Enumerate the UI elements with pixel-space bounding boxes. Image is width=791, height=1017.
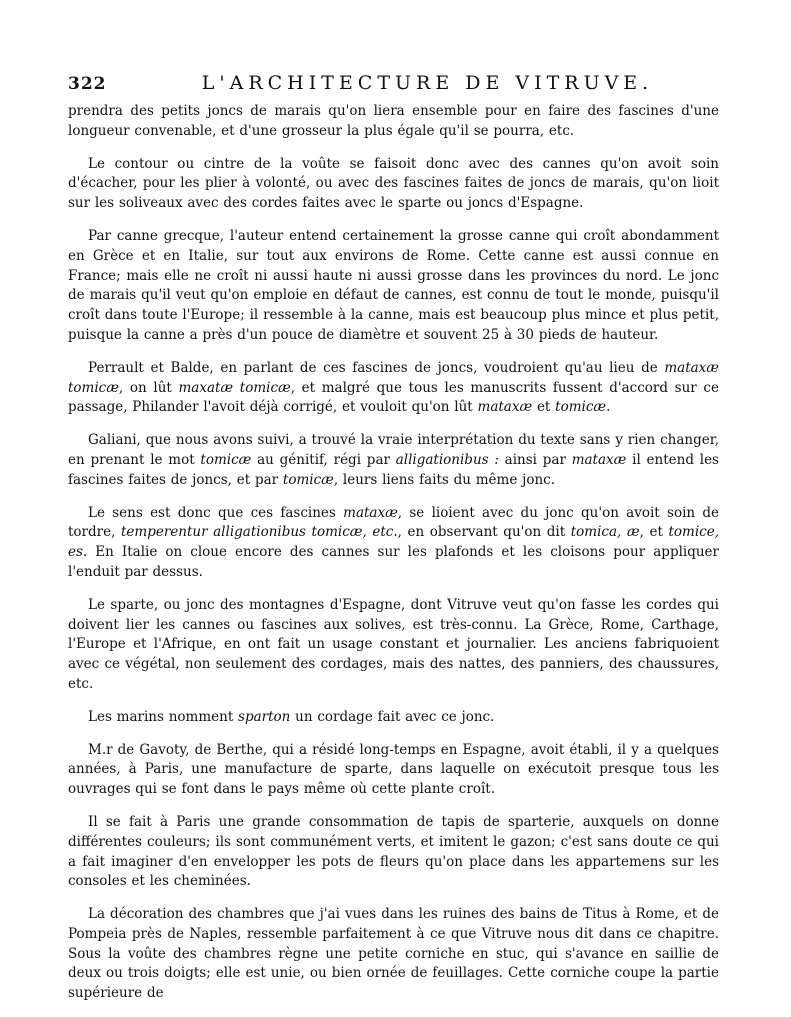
text-run: Le contour ou cintre de la voûte se faisoit donc avec des cannes qu'on avoit soin d'écacher, pour les plier à volonté, ou avec des fascines faites de joncs de marais, qu'on lioit sur les soliveaux avec des cordes faites avec le sparte ou joncs d'Espagne. bbox=[68, 155, 719, 212]
italic-term: mataxæ bbox=[571, 451, 627, 468]
text-run: , on lût bbox=[118, 379, 179, 396]
italic-term: sparton bbox=[238, 708, 291, 725]
italic-term: tomicæ bbox=[200, 451, 252, 468]
italic-term: alligationibus : bbox=[395, 451, 499, 468]
running-title: L'ARCHITECTURE DE VITRUVE. bbox=[201, 72, 654, 94]
italic-term: mataxæ bbox=[477, 399, 533, 416]
text-run: Le sparte, ou jonc des montagnes d'Espagne, dont Vitruve veut qu'on fasse les cordes qui doivent lier les cannes ou fascines aux solives, est très-connu. La Grèce, Rome, Carthage, l'Europe et l'Afrique, en ont fait un usage constant et journalier. Les anciens fabriquoient avec ce végétal, non seulement des cordages, mais des nattes, des panniers, des chaussures, etc. bbox=[68, 596, 719, 692]
italic-term: maxatæ tomicæ bbox=[178, 379, 291, 396]
italic-term: mataxæ tomicæ bbox=[68, 359, 719, 396]
paragraph bbox=[68, 155, 719, 214]
running-head bbox=[68, 74, 719, 100]
body-text bbox=[68, 102, 719, 1017]
italic-term: tomice, es bbox=[68, 524, 719, 561]
text-run: Galiani, que nous avons suivi, a trouvé la vraie interprétation du texte sans y rien changer, en prenant le mot bbox=[68, 432, 719, 468]
text-run: , et bbox=[639, 524, 669, 541]
paragraph bbox=[68, 102, 719, 142]
text-run: un cordage fait avec ce jonc. bbox=[290, 708, 495, 725]
paragraph bbox=[68, 596, 719, 695]
text-run: il entend les fascines faites de joncs, et par bbox=[68, 451, 719, 488]
text-run: Par canne grecque, l'auteur entend certainement la grosse canne qui croît abondamment en Grèce et en Italie, sur tout aux environs de Rome. Cette canne est aussi connue en France; mais elle ne croît ni aussi haute ni aussi grosse dans les provinces du nord. Le jonc de marais qu'il veut qu'on emploie en défaut de cannes, est connu de tout le monde, puisqu'il croît dans toute l'Europe; il ressemble à la canne, mais est beaucoup plus mince et plus petit, puisque la canne a près d'un pouce de diamètre et souvent 25 à 30 pieds de hauteur. bbox=[68, 227, 719, 343]
paragraph bbox=[68, 741, 719, 800]
text-run: , se lioient avec du jonc qu'on avoit soin de tordre, bbox=[68, 504, 720, 541]
italic-term: tomicæ bbox=[555, 399, 607, 416]
paragraph bbox=[68, 813, 719, 892]
text-run: et bbox=[532, 399, 556, 416]
text-run: au génitif, régi par bbox=[251, 451, 396, 468]
text-run: , leurs liens faits du même jonc. bbox=[333, 471, 555, 488]
paragraph bbox=[68, 227, 719, 346]
text-run: Le sens est donc que ces fascines bbox=[88, 504, 344, 521]
text-run: ainsi par bbox=[498, 451, 572, 468]
paragraph bbox=[68, 708, 719, 728]
paragraph bbox=[68, 504, 719, 583]
italic-term: tomicæ bbox=[282, 471, 334, 488]
text-run: La décoration des chambres que j'ai vues dans les ruines des bains de Titus à Rome, et de Pompeia près de Naples, ressemble parfaitement à ce que Vitruve nous dit dans ce chapitre. Sous la voûte des chambres règne une petite corniche en stuc, qui s'avance en saillie de deux ou trois doigts; elle est unie, ou bien ornée de feuillages. Cette corniche coupe la partie supérieure de bbox=[68, 906, 719, 1002]
page-number: 322 bbox=[68, 74, 107, 94]
text-run: Il se fait à Paris une grande consommation de tapis de sparterie, auxquels on donne différentes couleurs; ils sont communément verts, et imitent le gazon; c'est sans doute ce qui a fait imaginer d'en envelopper les pots de fleurs qu'on place dans les appartemens sur les consoles et les cheminées. bbox=[68, 813, 719, 890]
text-run: Perrault et Balde, en parlant de ces fascines de joncs, voudroient qu'au lieu de bbox=[88, 359, 665, 376]
italic-term: mataxæ bbox=[343, 504, 398, 521]
text-run: prendra des petits joncs de marais qu'on liera ensemble pour en faire des fascines d'une longueur convenable, et d'une grosseur la plus égale qu'il se pourra, etc. bbox=[68, 103, 719, 139]
italic-term: temperentur alligationibus tomicæ, etc. bbox=[120, 524, 398, 541]
text-run: M.r de Gavoty, de Berthe, qui a résidé long-temps en Espagne, avoit établi, il y a quelques années, à Paris, une manufacture de sparte, dans laquelle on exécutoit presque tous les ouvrages qui se font dans le pays même où cette plante croît. bbox=[68, 741, 719, 798]
text-run: . bbox=[606, 399, 611, 416]
text-run: Les marins nomment bbox=[88, 708, 239, 725]
paragraph bbox=[68, 905, 719, 1004]
paragraph bbox=[68, 359, 719, 418]
italic-term: tomica, æ bbox=[570, 524, 640, 541]
text-run: , en observant qu'on dit bbox=[397, 524, 571, 541]
text-run: , et malgré que tous les manuscrits fussent d'accord sur ce passage, Philander l'avoit déjà corrigé, et vouloit qu'on lût bbox=[68, 379, 719, 416]
paragraph bbox=[68, 431, 719, 490]
text-run: . En Italie on cloue encore des cannes sur les plafonds et les cloisons pour appliquer l'enduit par dessus. bbox=[68, 544, 719, 580]
